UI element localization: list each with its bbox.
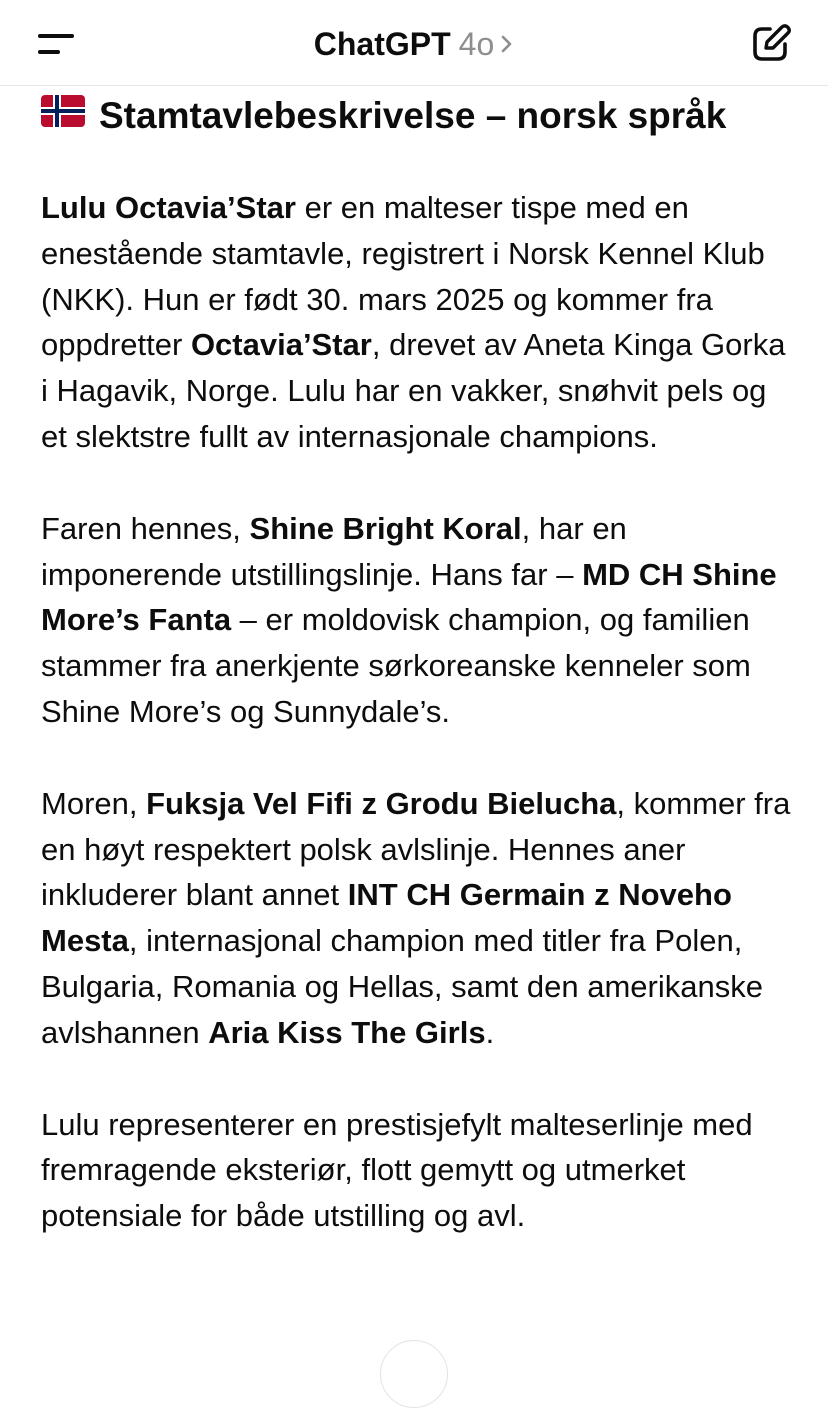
paragraph-sire [41, 506, 797, 735]
model-selector[interactable] [0, 24, 828, 65]
message-heading-text: Stamtavlebeskrivelse – norsk språk [99, 95, 727, 136]
ancestor-stud-name: Aria Kiss The Girls [208, 1014, 486, 1050]
breeder-name: Octavia’Star [190, 327, 372, 363]
paragraph-text: er en malteser tispe med en enestående stamtavle, registrert i Norsk Kennel Klub (NKK). Hun er født 30. mars 2025 og kommer fra oppdretter [41, 190, 765, 363]
paragraph-text: , kommer fra en høyt respektert polsk avlslinje. Hennes aner inkluderer blant annet [41, 785, 791, 913]
paragraph-text: . [485, 1014, 495, 1050]
grandsire-name: MD CH Shine More’s Fanta [41, 556, 777, 638]
sire-name: Shine Bright Koral [249, 510, 522, 546]
message-heading [41, 86, 797, 140]
paragraph-summary: Lulu representerer en prestisjefylt malteserlinje med fremragende eksteriør, flott gemytt og utmerket potensiale for både utstilling og avl. [41, 1106, 753, 1234]
model-name: 4o [458, 26, 495, 62]
paragraph-text: – er moldovisk champion, og familien stammer fra anerkjente sørkoreanske kenneler som Shine More’s og Sunnydale’s. [41, 602, 751, 729]
paragraph-text: , drevet av Aneta Kinga Gorka i Hagavik, Norge. Lulu har en vakker, snøhvit pels og et slektstre fullt av internasjonale champions. [41, 327, 786, 454]
paragraph-text: Moren, [41, 785, 147, 821]
paragraph-intro [41, 185, 797, 460]
paragraph-text: , har en imponerende utstillingslinje. Hans far – [41, 510, 627, 592]
dam-name: Fuksja Vel Fifi z Grodu Bielucha [146, 785, 617, 821]
scroll-to-bottom-button[interactable] [380, 1340, 448, 1408]
assistant-message [41, 86, 797, 1239]
new-chat-button[interactable] [748, 22, 796, 66]
app-title: ChatGPT [313, 26, 451, 62]
paragraph-text: Faren hennes, [41, 510, 250, 546]
top-bar [0, 0, 828, 86]
new-chat-compose-icon [748, 22, 796, 66]
norway-flag-icon [41, 91, 85, 139]
ancestor-champion-name: INT CH Germain z Noveho Mesta [41, 877, 732, 959]
paragraph-text: , internasjonal champion med titler fra Polen, Bulgaria, Romania og Hellas, samt den amerikanske avlshannen [41, 923, 763, 1050]
paragraph-dam [41, 781, 797, 1056]
dog-name: Lulu Octavia’Star [41, 190, 296, 225]
chevron-right-icon [500, 25, 514, 65]
